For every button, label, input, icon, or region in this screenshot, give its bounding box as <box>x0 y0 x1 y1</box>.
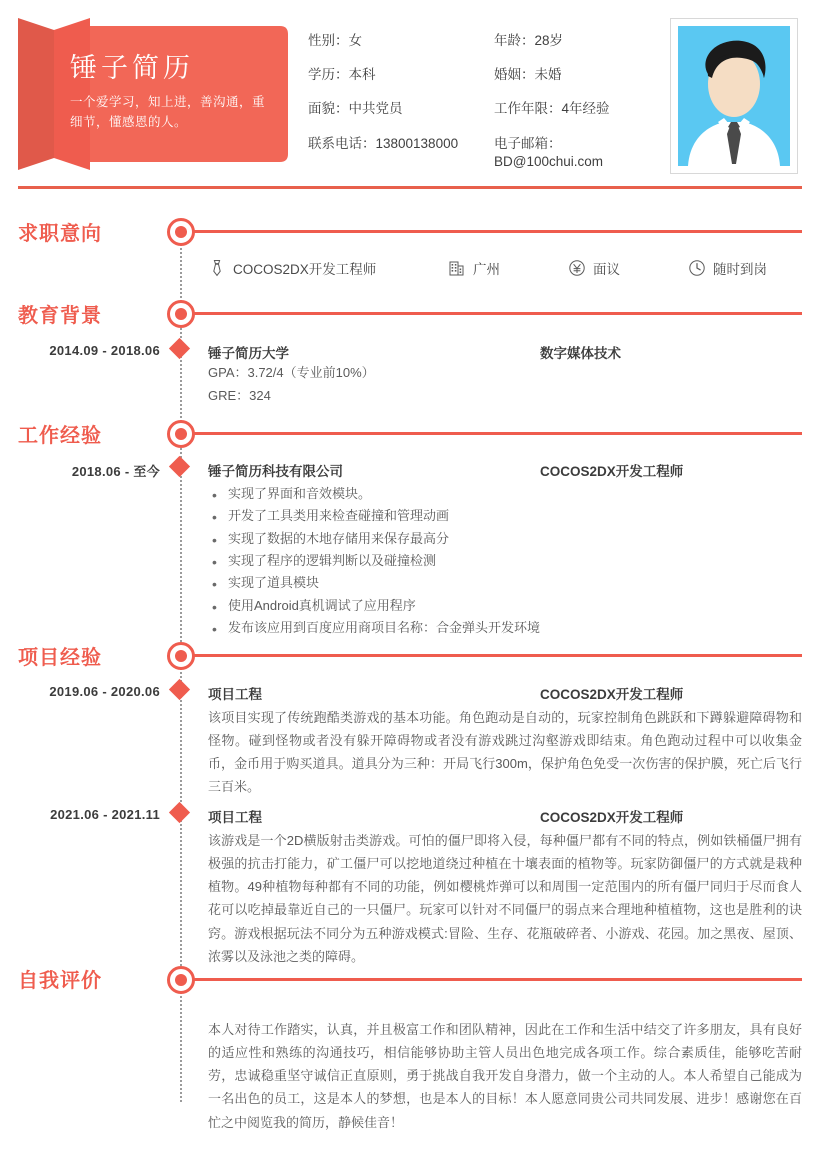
intention-city <box>448 258 568 278</box>
list-item: • 使用Android真机调试了应用程序 <box>228 595 820 617</box>
education-diamond-marker <box>169 338 190 359</box>
education-date: 2014.09 - 2018.06 <box>49 343 160 358</box>
education-school: 锤子简历大学 <box>208 346 289 361</box>
candidate-name: 锤子简历 <box>70 53 194 83</box>
section-marker-project <box>167 642 195 670</box>
avatar <box>670 18 798 174</box>
list-item: • 发布该应用到百度应用商项目名称：合金弹头开发环境 <box>228 617 820 639</box>
work-role: COCOS2DX开发工程师 <box>540 464 684 479</box>
info-work-years: 工作年限：4年经验 <box>494 101 610 117</box>
project-1-name: 项目工程 <box>208 687 262 702</box>
work-diamond-marker <box>169 456 190 477</box>
info-gender: 性别：女 <box>308 33 362 48</box>
education-major: 数字媒体技术 <box>540 346 621 361</box>
section-line-education <box>193 312 802 315</box>
self-evaluation-text: 本人对待工作踏实，认真，并且极富工作和团队精神，因此在工作和生活中结交了许多朋友，具有良好的适应性和熟练的沟通技巧，相信能够协助主管人员出色地完成各项工作。综合素质佳，能够吃苦耐劳，忠诚稳重坚守诚信正直原则，勇于挑战自我开发自身潜力，做一个主动的人。本人希望自己能成为一名出色的员工，这是本人的梦想，也是本人的目标！本人愿意同贵公司共同发展、进步！感谢您在百忙之中阅览我的简历，静候佳音！ <box>208 1022 802 1130</box>
info-row <box>308 66 658 84</box>
clock-icon <box>688 259 706 277</box>
ribbon-text-block <box>70 52 270 132</box>
building-icon <box>448 259 466 277</box>
info-education: 学历：本科 <box>308 67 376 83</box>
info-row <box>308 100 658 118</box>
info-row <box>308 135 658 171</box>
section-title-education: 教育背景 <box>18 305 102 327</box>
list-item: • 实现了数据的木地存储用来保存最高分 <box>228 528 820 550</box>
yen-icon <box>568 259 586 277</box>
work-company: 锤子简历科技有限公司 <box>208 464 343 479</box>
project-1-diamond-marker <box>169 679 190 700</box>
job-intention-row <box>208 258 802 278</box>
info-email: 电子邮箱：BD@100chui.com <box>494 135 604 169</box>
header-divider <box>18 186 802 189</box>
candidate-slogan: 一个爱学习，知上进，善沟通，重细节，懂感恩的人。 <box>70 95 266 129</box>
project-1-role: COCOS2DX开发工程师 <box>540 687 684 702</box>
list-item: • 实现了界面和音效模块。 <box>228 483 820 505</box>
personal-info-grid <box>308 32 658 187</box>
intention-availability <box>688 258 767 278</box>
section-title-work: 工作经验 <box>18 425 102 447</box>
section-marker-evaluation <box>167 966 195 994</box>
project-1-description: 该项目实现了传统跑酷类游戏的基本功能。角色跑动是自动的，玩家控制角色跳跃和下蹲躲避障碍物和怪物。碰到怪物或者没有躲开障碍物或者没有游戏跳过沟壑游戏即结束。角色跑动过程中可以收集金币，金币用于购买道具。道具分为三种：开局飞行300m，保护角色免受一次伤害的保护膜，死亡后飞行三百米。 <box>208 710 802 795</box>
info-row <box>308 32 658 50</box>
section-title-intention: 求职意向 <box>18 223 102 245</box>
section-title-project: 项目经验 <box>18 647 102 669</box>
avatar-illustration <box>678 26 790 166</box>
info-marital-status: 婚姻：未婚 <box>494 67 562 83</box>
intention-city-label: 广州 <box>473 262 500 277</box>
section-marker-education <box>167 300 195 328</box>
section-line-work <box>193 432 802 435</box>
project-2-name: 项目工程 <box>208 810 262 825</box>
intention-availability-label: 随时到岗 <box>713 262 767 277</box>
work-bullet-list <box>208 483 820 640</box>
project-1-date: 2019.06 - 2020.06 <box>49 684 160 699</box>
intention-position-label: COCOS2DX开发工程师 <box>233 262 377 277</box>
intention-salary <box>568 258 688 278</box>
intention-salary-label: 面议 <box>593 262 620 277</box>
project-2-date: 2021.06 - 2021.11 <box>50 807 160 822</box>
education-gpa: GPA：3.72/4（专业前10%） <box>208 365 375 380</box>
project-2-role: COCOS2DX开发工程师 <box>540 810 684 825</box>
education-gre: GRE：324 <box>208 388 271 403</box>
tie-icon <box>208 259 226 277</box>
info-phone: 联系电话：13800138000 <box>308 135 459 151</box>
intention-position <box>208 258 448 278</box>
list-item: • 实现了程序的逻辑判断以及碰撞检测 <box>228 550 820 572</box>
section-marker-intention <box>167 218 195 246</box>
info-age: 年龄：28岁 <box>494 33 564 48</box>
project-2-diamond-marker <box>169 802 190 823</box>
list-item: • 开发了工具类用来检查碰撞和管理动画 <box>228 505 820 527</box>
resume-header <box>0 0 820 190</box>
work-date: 2018.06 - 至今 <box>71 464 160 479</box>
info-political-status: 面貌：中共党员 <box>308 101 403 117</box>
name-ribbon <box>18 18 288 170</box>
section-line-evaluation <box>193 978 802 981</box>
section-title-evaluation: 自我评价 <box>18 970 102 992</box>
project-2-description: 该游戏是一个2D横版射击类游戏。可怕的僵尸即将入侵，每种僵尸都有不同的特点，例如铁桶僵尸拥有极强的抗击打能力，矿工僵尸可以挖地道绕过种植在十壤表面的植物等。玩家防御僵尸的方式就是栽种植物。49种植物每种都有不同的功能，例如樱桃炸弹可以和周围一定范围内的所有僵尸同归于尽而食人花可以吃掉最靠近自己的一只僵尸。玩家可以针对不同僵尸的弱点来合理地种植植物，这也是胜利的诀窍。游戏根据玩法不同分为五种游戏模式:冒险、生存、花瓶破碎者、小游戏、花园。加之黑夜、屋顶、浓雾以及泳池之类的障碍。 <box>208 833 802 964</box>
section-marker-work <box>167 420 195 448</box>
section-line-project <box>193 654 802 657</box>
list-item: • 实现了道具模块 <box>228 572 820 594</box>
section-line-intention <box>193 230 802 233</box>
